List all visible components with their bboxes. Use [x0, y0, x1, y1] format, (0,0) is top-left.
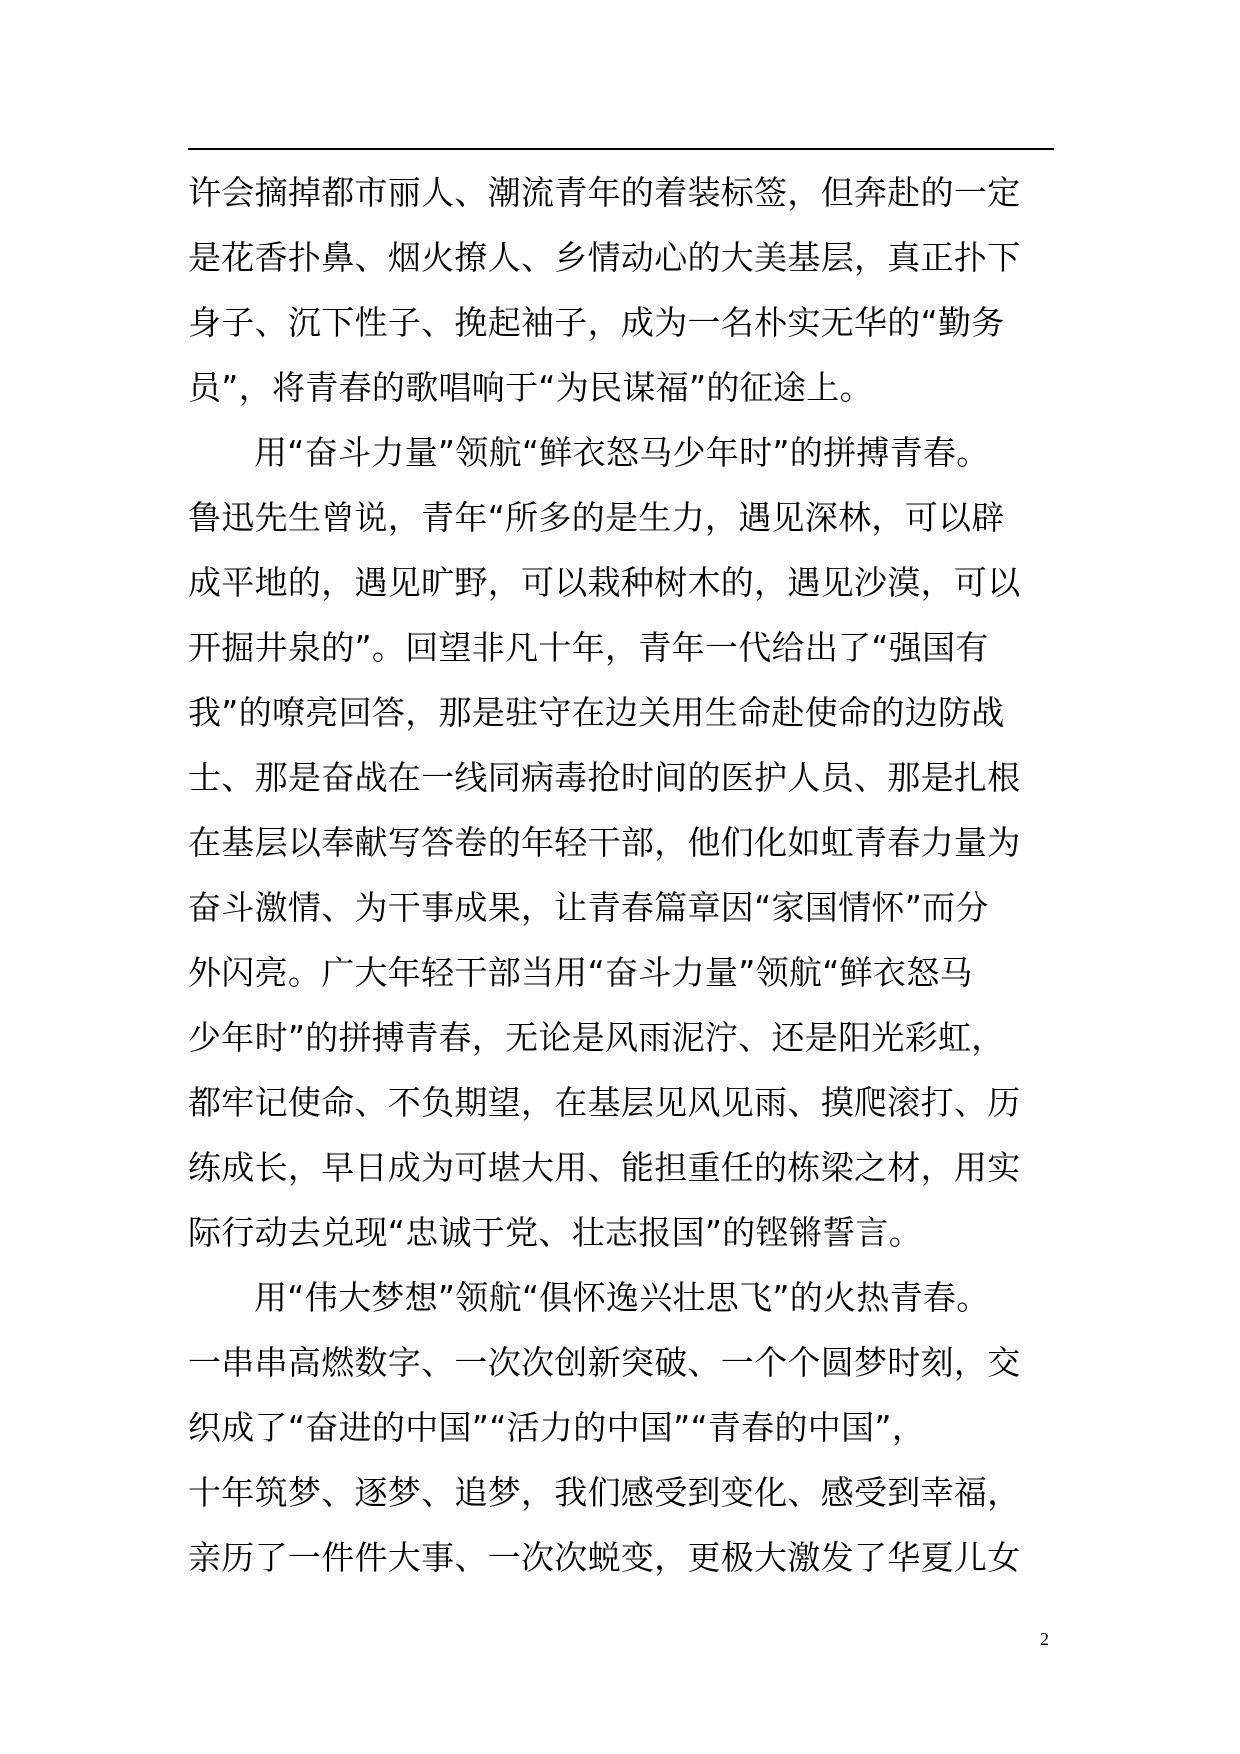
text-line: 身子、沉下性子、挽起袖子，成为一名朴实无华的“勤务 [188, 303, 1005, 342]
text-line: 我”的嘹亮回答，那是驻守在边关用生命赴使命的边防战 [188, 693, 1005, 732]
page-number: 2 [1040, 1629, 1049, 1649]
text-line: 员”，将青春的歌唱响于“为民谋福”的征途上。 [188, 368, 873, 407]
paragraph-start-line: 用“奋斗力量”领航“鲜衣怒马少年时”的拼搏青春。 [254, 433, 990, 472]
text-line: 士、那是奋战在一线同病毒抢时间的医护人员、那是扎根 [188, 758, 1021, 797]
text-line: 织成了“奋进的中国”“活力的中国”“青春的中国”， [188, 1408, 926, 1447]
header-rule [188, 148, 1054, 150]
text-line: 练成长，早日成为可堪大用、能担重任的栋梁之材，用实 [188, 1148, 1021, 1187]
text-line: 开掘井泉的”。回望非凡十年，青年一代给出了“强国有 [188, 628, 989, 667]
text-line: 一串串高燃数字、一次次创新突破、一个个圆梦时刻，交 [188, 1343, 1021, 1382]
document-body [188, 160, 1058, 1590]
text-line: 许会摘掉都市丽人、潮流青年的着装标签，但奔赴的一定 [188, 173, 1021, 212]
text-line: 际行动去兑现“忠诚于党、壮志报国”的铿锵誓言。 [188, 1213, 923, 1252]
text-line: 成平地的，遇见旷野，可以栽种树木的，遇见沙漠，可以 [188, 563, 1021, 602]
text-line: 都牢记使命、不负期望，在基层见风见雨、摸爬滚打、历 [188, 1083, 1021, 1122]
text-line: 奋斗激情、为干事成果，让青春篇章因“家国情怀”而分 [188, 888, 989, 927]
text-line: 鲁迅先生曾说，青年“所多的是生力，遇见深林，可以辟 [188, 498, 1005, 537]
text-line: 十年筑梦、逐梦、追梦，我们感受到变化、感受到幸福， [188, 1473, 1021, 1512]
text-line: 亲历了一件件大事、一次次蜕变，更极大激发了华夏儿女 [188, 1538, 1021, 1577]
text-line: 是花香扑鼻、烟火撩人、乡情动心的大美基层，真正扑下 [188, 238, 1021, 277]
text-line: 在基层以奉献写答卷的年轻干部，他们化如虹青春力量为 [188, 823, 1021, 862]
text-line: 少年时”的拼搏青春，无论是风雨泥泞、还是阳光彩虹， [188, 1018, 1005, 1057]
paragraph-start-line: 用“伟大梦想”领航“俱怀逸兴壮思飞”的火热青春。 [254, 1278, 990, 1317]
text-line: 外闪亮。广大年轻干部当用“奋斗力量”领航“鲜衣怒马 [188, 953, 973, 992]
